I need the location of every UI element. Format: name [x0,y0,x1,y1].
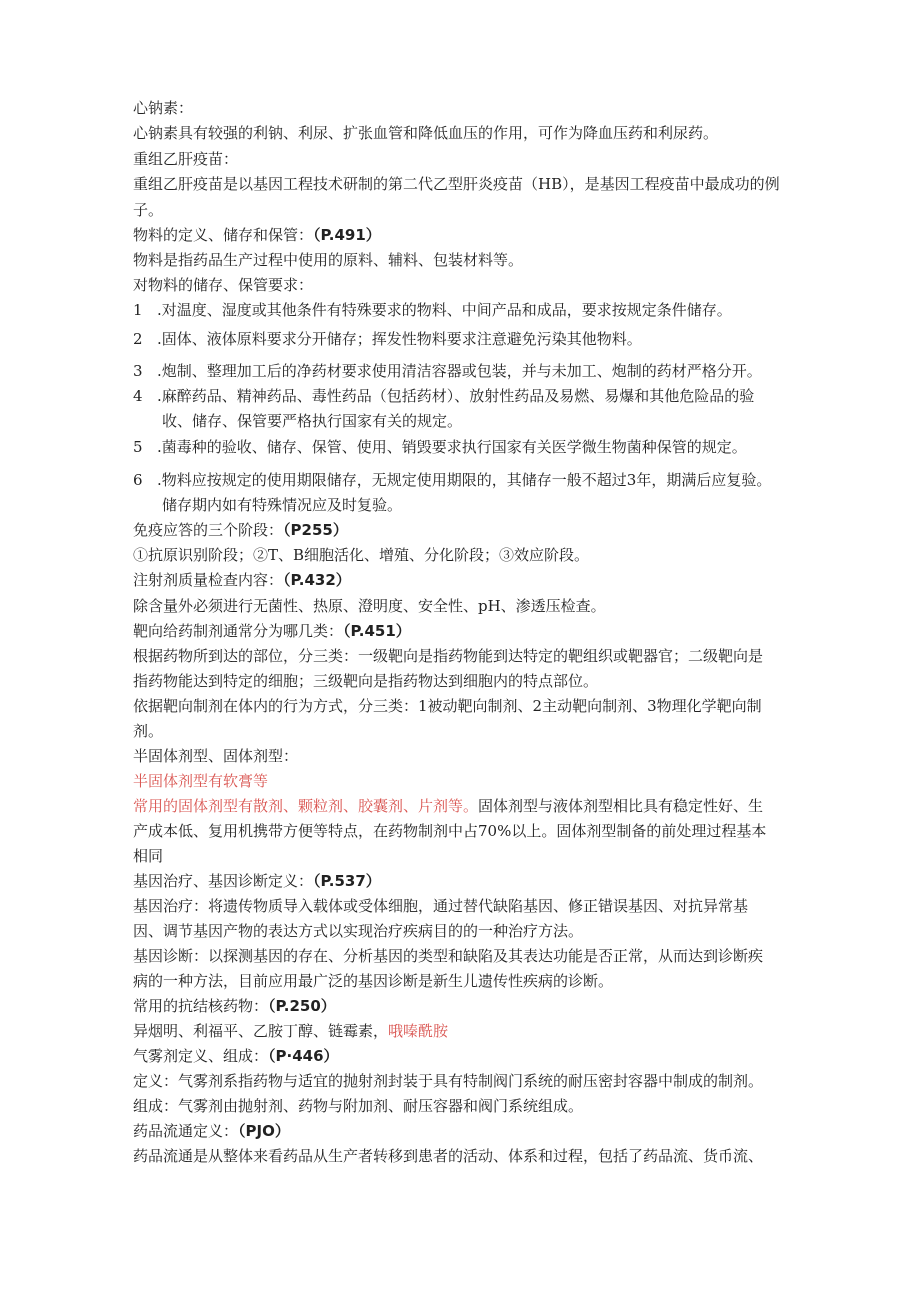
text-line: ①抗原识别阶段；②T、B细胞活化、增殖、分化阶段；③效应阶段。 [133,546,590,564]
text-line: 重组乙肝疫苗： [133,150,239,168]
list-item: 1 .对温度、湿度或其他条件有特殊要求的物料、中间产品和成品，要求按规定条件储存。 [133,301,732,319]
text-line: 重组乙肝疫苗是以基因工程技术研制的第二代乙型肝炎疫苗（HB），是基因工程疫苗中最成功的例 [133,175,780,193]
section-heading: 物料的定义、储存和保管：（P.491） [133,226,381,244]
text-line: 常用的固体剂型有散剂、颗粒剂、胶囊剂、片剂等。固体剂型与液体剂型相比具有稳定性好、生 [133,797,764,815]
page-reference: （PJO） [238,1122,290,1140]
text-line: 子。 [133,201,164,219]
list-item-continuation: 收、储存、保管要严格执行国家有关的规定。 [162,412,463,430]
page-reference: （P.250） [268,997,336,1015]
text-line: 基因治疗：将遗传物质导入载体或受体细胞，通过替代缺陷基因、修正错误基因、对抗异常基 [133,897,749,915]
highlighted-text-line: 半固体剂型有软膏等 [133,772,269,790]
text-line: 心钠素： [133,99,194,117]
list-item: 5 .菌毒种的验收、储存、保管、使用、销毁要求执行国家有关医学微生物菌种保管的规定。 [133,438,747,456]
list-item: 2 .固体、液体原料要求分开储存；挥发性物料要求注意避免污染其他物料。 [133,330,642,348]
text-line: 定义：气雾剂系指药物与适宜的抛射剂封装于具有特制阀门系统的耐压密封容器中制成的制剂。 [133,1072,764,1090]
page-reference: （P255） [283,521,348,539]
list-item: 6 .物料应按规定的使用期限储存，无规定使用期限的，其储存一般不超过3年，期满后应复验。 [133,471,772,489]
page-reference: （P.451） [343,622,411,640]
text-line: 对物料的储存、保管要求： [133,276,314,294]
text-line: 病的一种方法，目前应用最广泛的基因诊断是新生儿遗传性疾病的诊断。 [133,972,614,990]
text-line: 因、调节基因产物的表达方式以实现治疗疾病目的的一种治疗方法。 [133,922,584,940]
text-line: 根据药物所到达的部位，分三类：一级靶向是指药物能到达特定的靶组织或靶器官；二级靶向是 [133,647,764,665]
section-heading: 半固体剂型、固体剂型： [133,747,299,765]
section-heading: 常用的抗结核药物：（P.250） [133,997,336,1015]
text-line: 依据靶向制剂在体内的行为方式，分三类：1被动靶向制剂、2主动靶向制剂、3物理化学靶向制 [133,697,762,715]
page-reference: （P.432） [283,571,351,589]
text-line: 除含量外必须进行无菌性、热原、澄明度、安全性、pH、渗透压检查。 [133,597,606,615]
text-line: 物料是指药品生产过程中使用的原料、辅料、包装材料等。 [133,251,524,269]
section-heading: 靶向给药制剂通常分为哪几类：（P.451） [133,622,411,640]
list-item: 3 .炮制、整理加工后的净药材要求使用清洁容器或包装，并与未加工、炮制的药材严格分开。 [133,362,762,380]
page-reference: （P·446） [268,1047,339,1065]
page-reference: （P.491） [313,226,381,244]
text-line: 产成本低、复用机携带方便等特点，在药物制剂中占70%以上。固体剂型制备的前处理过程基本 [133,822,767,840]
text-line: 组成：气雾剂由抛射剂、药物与附加剂、耐压容器和阀门系统组成。 [133,1097,584,1115]
text-line: 相同 [133,847,164,865]
section-heading: 基因治疗、基因诊断定义：（P.537） [133,872,381,890]
text-line: 心钠素具有较强的利钠、利尿、扩张血管和降低血压的作用，可作为降血压药和利尿药。 [133,124,719,142]
section-heading: 气雾剂定义、组成：（P·446） [133,1047,339,1065]
list-item-continuation: 储存期内如有特殊情况应及时复验。 [162,496,403,514]
text-line: 基因诊断：以探测基因的存在、分析基因的类型和缺陷及其表达功能是否正常，从而达到诊断疾 [133,947,764,965]
section-heading: 药品流通定义：（PJO） [133,1122,290,1140]
highlighted-text: 哦嗪酰胺 [388,1022,449,1040]
section-heading: 注射剂质量检查内容：（P.432） [133,571,351,589]
list-item: 4 .麻醉药品、精神药品、毒性药品（包括药材）、放射性药品及易燃、易爆和其他危险品的验 [133,387,755,405]
text-line: 指药物能达到特定的细胞；三级靶向是指药物达到细胞内的特点部位。 [133,672,599,690]
text-line: 异烟明、利福平、乙胺丁醇、链霉素，哦嗪酰胺 [133,1022,449,1040]
text-line: 剂。 [133,722,164,740]
highlighted-text: 常用的固体剂型有散剂、颗粒剂、胶囊剂、片剂等。 [133,797,479,815]
page-reference: （P.537） [313,872,381,890]
section-heading: 免疫应答的三个阶段：（P255） [133,521,348,539]
text-line: 药品流通是从整体来看药品从生产者转移到患者的活动、体系和过程，包括了药品流、货币流、 [133,1147,764,1165]
